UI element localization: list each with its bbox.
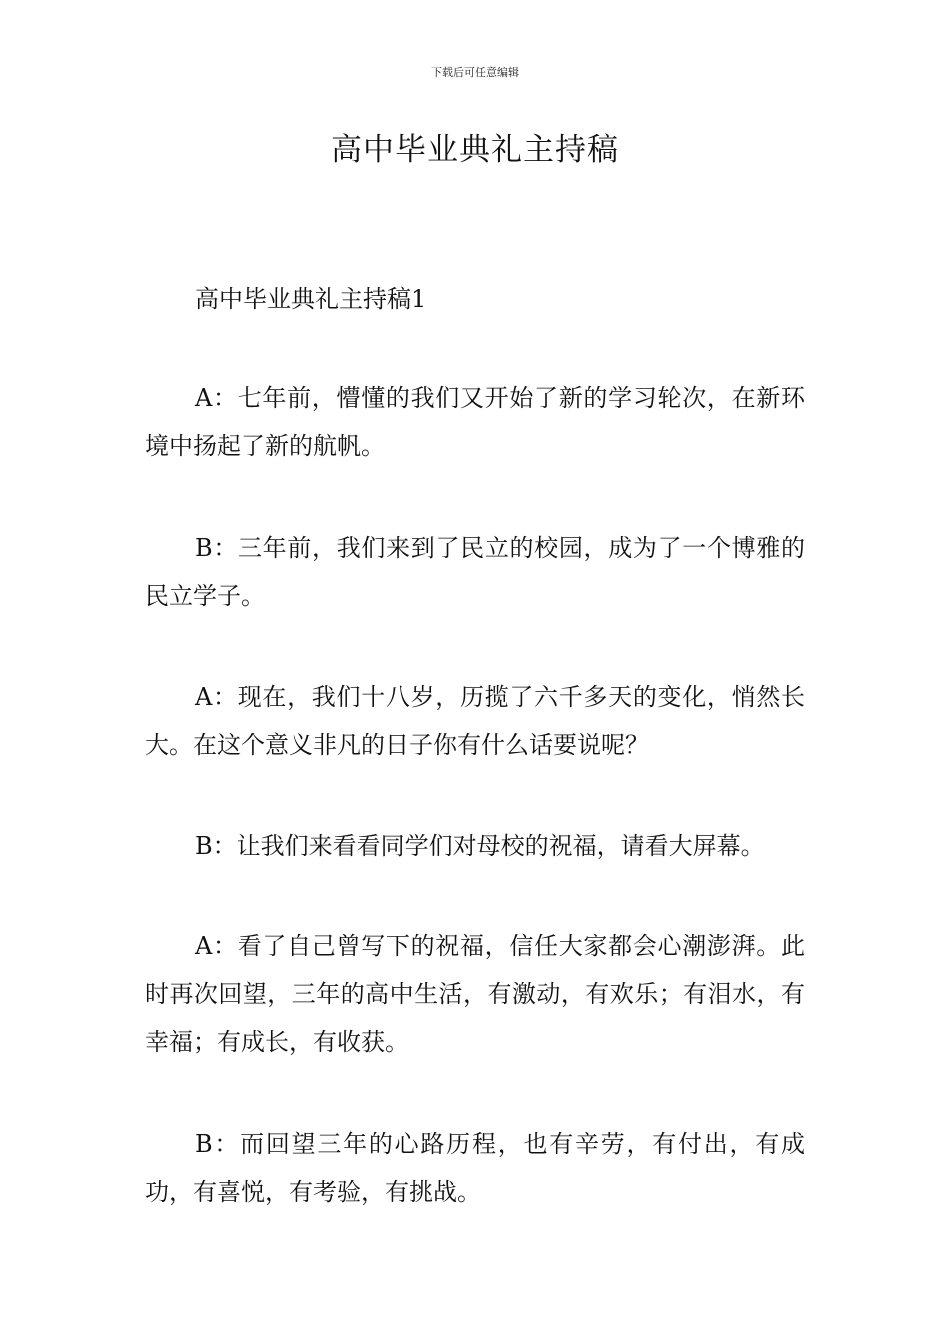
dialogue-paragraph: B：让我们来看看同学们对母校的祝福，请看大屏幕。 xyxy=(195,832,765,860)
document-title: 高中毕业典礼主持稿 xyxy=(331,132,619,168)
dialogue-paragraph: B：而回望三年的心路历程，也有辛劳，有付出，有成功，有喜悦，有考验，有挑战。 xyxy=(145,1130,805,1206)
dialogue-paragraph: B：三年前，我们来到了民立的校园，成为了一个博雅的民立学子。 xyxy=(145,534,805,610)
section-heading: 高中毕业典礼主持稿1 xyxy=(195,285,427,313)
dialogue-paragraph: A：现在，我们十八岁，历揽了六千多天的变化，悄然长大。在这个意义非凡的日子你有什么话要说呢？ xyxy=(145,683,805,759)
page-header-note: 下载后可任意编辑 xyxy=(431,66,519,79)
dialogue-paragraph: A：看了自己曾写下的祝福，信任大家都会心潮澎湃。此时再次回望，三年的高中生活，有激动，有欢乐；有泪水，有幸福；有成长，有收获。 xyxy=(145,932,805,1056)
dialogue-paragraph: A：七年前，懵懂的我们又开始了新的学习轮次，在新环境中扬起了新的航帆。 xyxy=(145,384,805,460)
